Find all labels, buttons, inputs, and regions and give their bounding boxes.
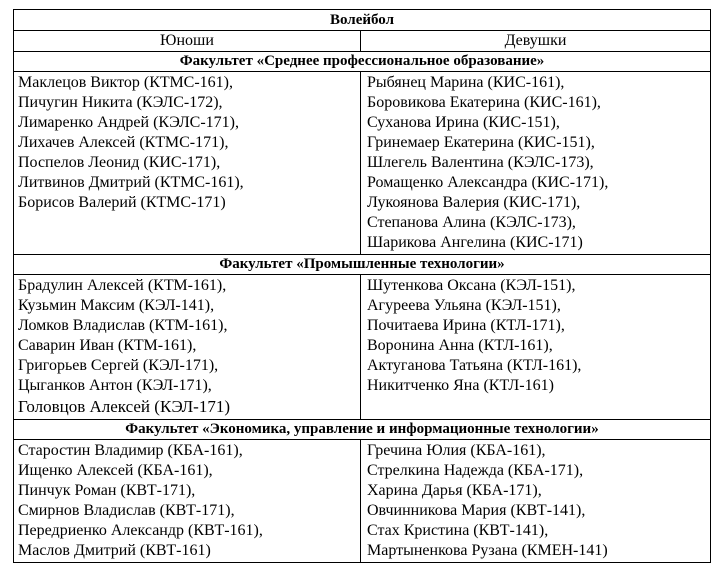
girls-list <box>361 72 711 255</box>
list-item: Брадулин Алексей (КТМ-161), <box>18 277 227 294</box>
list-item: Почитаева Ирина (КТЛ-171), <box>367 317 565 334</box>
faculty-row <box>14 420 711 440</box>
list-item: Передриенко Александр (КВТ-161), <box>18 522 263 539</box>
section-names-row <box>14 275 711 420</box>
girls-list <box>361 440 711 563</box>
list-item: Лихачев Алексей (КТМС-171), <box>18 134 229 151</box>
list-item: Воронина Анна (КТЛ-161), <box>367 337 553 354</box>
list-item: Головцов Алексей (КЭЛ-171) <box>18 397 230 416</box>
list-item: Ищенко Алексей (КБА-161), <box>18 462 213 479</box>
faculty-row <box>14 255 711 275</box>
list-item: Никитченко Яна (КТЛ-161) <box>367 377 554 394</box>
list-item: Кузьмин Максим (КЭЛ-141), <box>18 297 215 314</box>
list-item: Поспелов Леонид (КИС-171), <box>18 154 221 171</box>
volleyball-roster-table <box>13 9 711 563</box>
list-item: Шлегель Валентина (КЭЛС-173), <box>367 154 594 171</box>
boys-list <box>14 275 361 420</box>
boys-list <box>14 72 361 255</box>
list-item: Пинчук Роман (КВТ-171), <box>18 482 196 499</box>
faculty-title: Факультет «Экономика, управление и информационные технологии» <box>14 420 711 440</box>
faculty-title: Факультет «Промышленные технологии» <box>14 255 711 275</box>
roster-document <box>13 9 710 563</box>
list-item: Степанова Алина (КЭЛС-173), <box>367 214 576 231</box>
list-item: Стрелкина Надежда (КБА-171), <box>367 462 584 479</box>
table-title: Волейбол <box>14 10 711 31</box>
title-row <box>14 10 711 31</box>
boys-list <box>14 440 361 563</box>
list-item: Харина Дарья (КБА-171), <box>367 482 542 499</box>
list-item: Борисов Валерий (КТМС-171) <box>18 194 226 211</box>
list-item: Рыбянец Марина (КИС-161), <box>367 74 565 91</box>
list-item: Смирнов Владислав (КВТ-171), <box>18 502 235 519</box>
list-item: Ломков Владислав (КТМ-161), <box>18 317 228 334</box>
column-header-girls: Девушки <box>361 31 711 52</box>
list-item: Пичугин Никита (КЭЛС-172), <box>18 94 223 111</box>
list-item: Маслов Дмитрий (КВТ-161) <box>18 542 211 559</box>
faculty-row <box>14 52 711 72</box>
list-item: Лимаренко Андрей (КЭЛС-171), <box>18 114 240 131</box>
list-item: Гринемаер Екатерина (КИС-151), <box>367 134 595 151</box>
list-item: Суханова Ирина (КИС-151), <box>367 114 560 131</box>
list-item: Шарикова Ангелина (КИС-171) <box>367 234 583 251</box>
list-item: Маклецов Виктор (КТМС-161), <box>18 74 233 91</box>
list-item: Стах Кристина (КВТ-141), <box>367 522 549 539</box>
section-names-row <box>14 72 711 255</box>
girls-list <box>361 275 711 420</box>
section-names-row <box>14 440 711 563</box>
list-item: Григорьев Сергей (КЭЛ-171), <box>18 357 219 374</box>
list-item: Гречина Юлия (КБА-161), <box>367 442 546 459</box>
header-row <box>14 31 711 52</box>
list-item: Агуреева Ульяна (КЭЛ-151), <box>367 297 561 314</box>
column-header-boys: Юноши <box>14 31 361 52</box>
faculty-title: Факультет «Среднее профессиональное образование» <box>14 52 711 72</box>
list-item: Цыганков Антон (КЭЛ-171), <box>18 377 212 394</box>
list-item: Овчинникова Мария (КВТ-141), <box>367 502 586 519</box>
list-item: Старостин Владимир (КБА-161), <box>18 442 243 459</box>
list-item: Ромащенко Александра (КИС-171), <box>367 174 609 191</box>
list-item: Боровикова Екатерина (КИС-161), <box>367 94 601 111</box>
list-item: Саварин Иван (КТМ-161), <box>18 337 197 354</box>
list-item: Мартыненкова Рузана (КМЕН-141) <box>367 542 608 559</box>
list-item: Лукоянова Валерия (КИС-171), <box>367 194 581 211</box>
list-item: Актуганова Татьяна (КТЛ-161), <box>367 357 582 374</box>
list-item: Шутенкова Оксана (КЭЛ-151), <box>367 277 576 294</box>
list-item: Литвинов Дмитрий (КТМС-161), <box>18 174 244 191</box>
